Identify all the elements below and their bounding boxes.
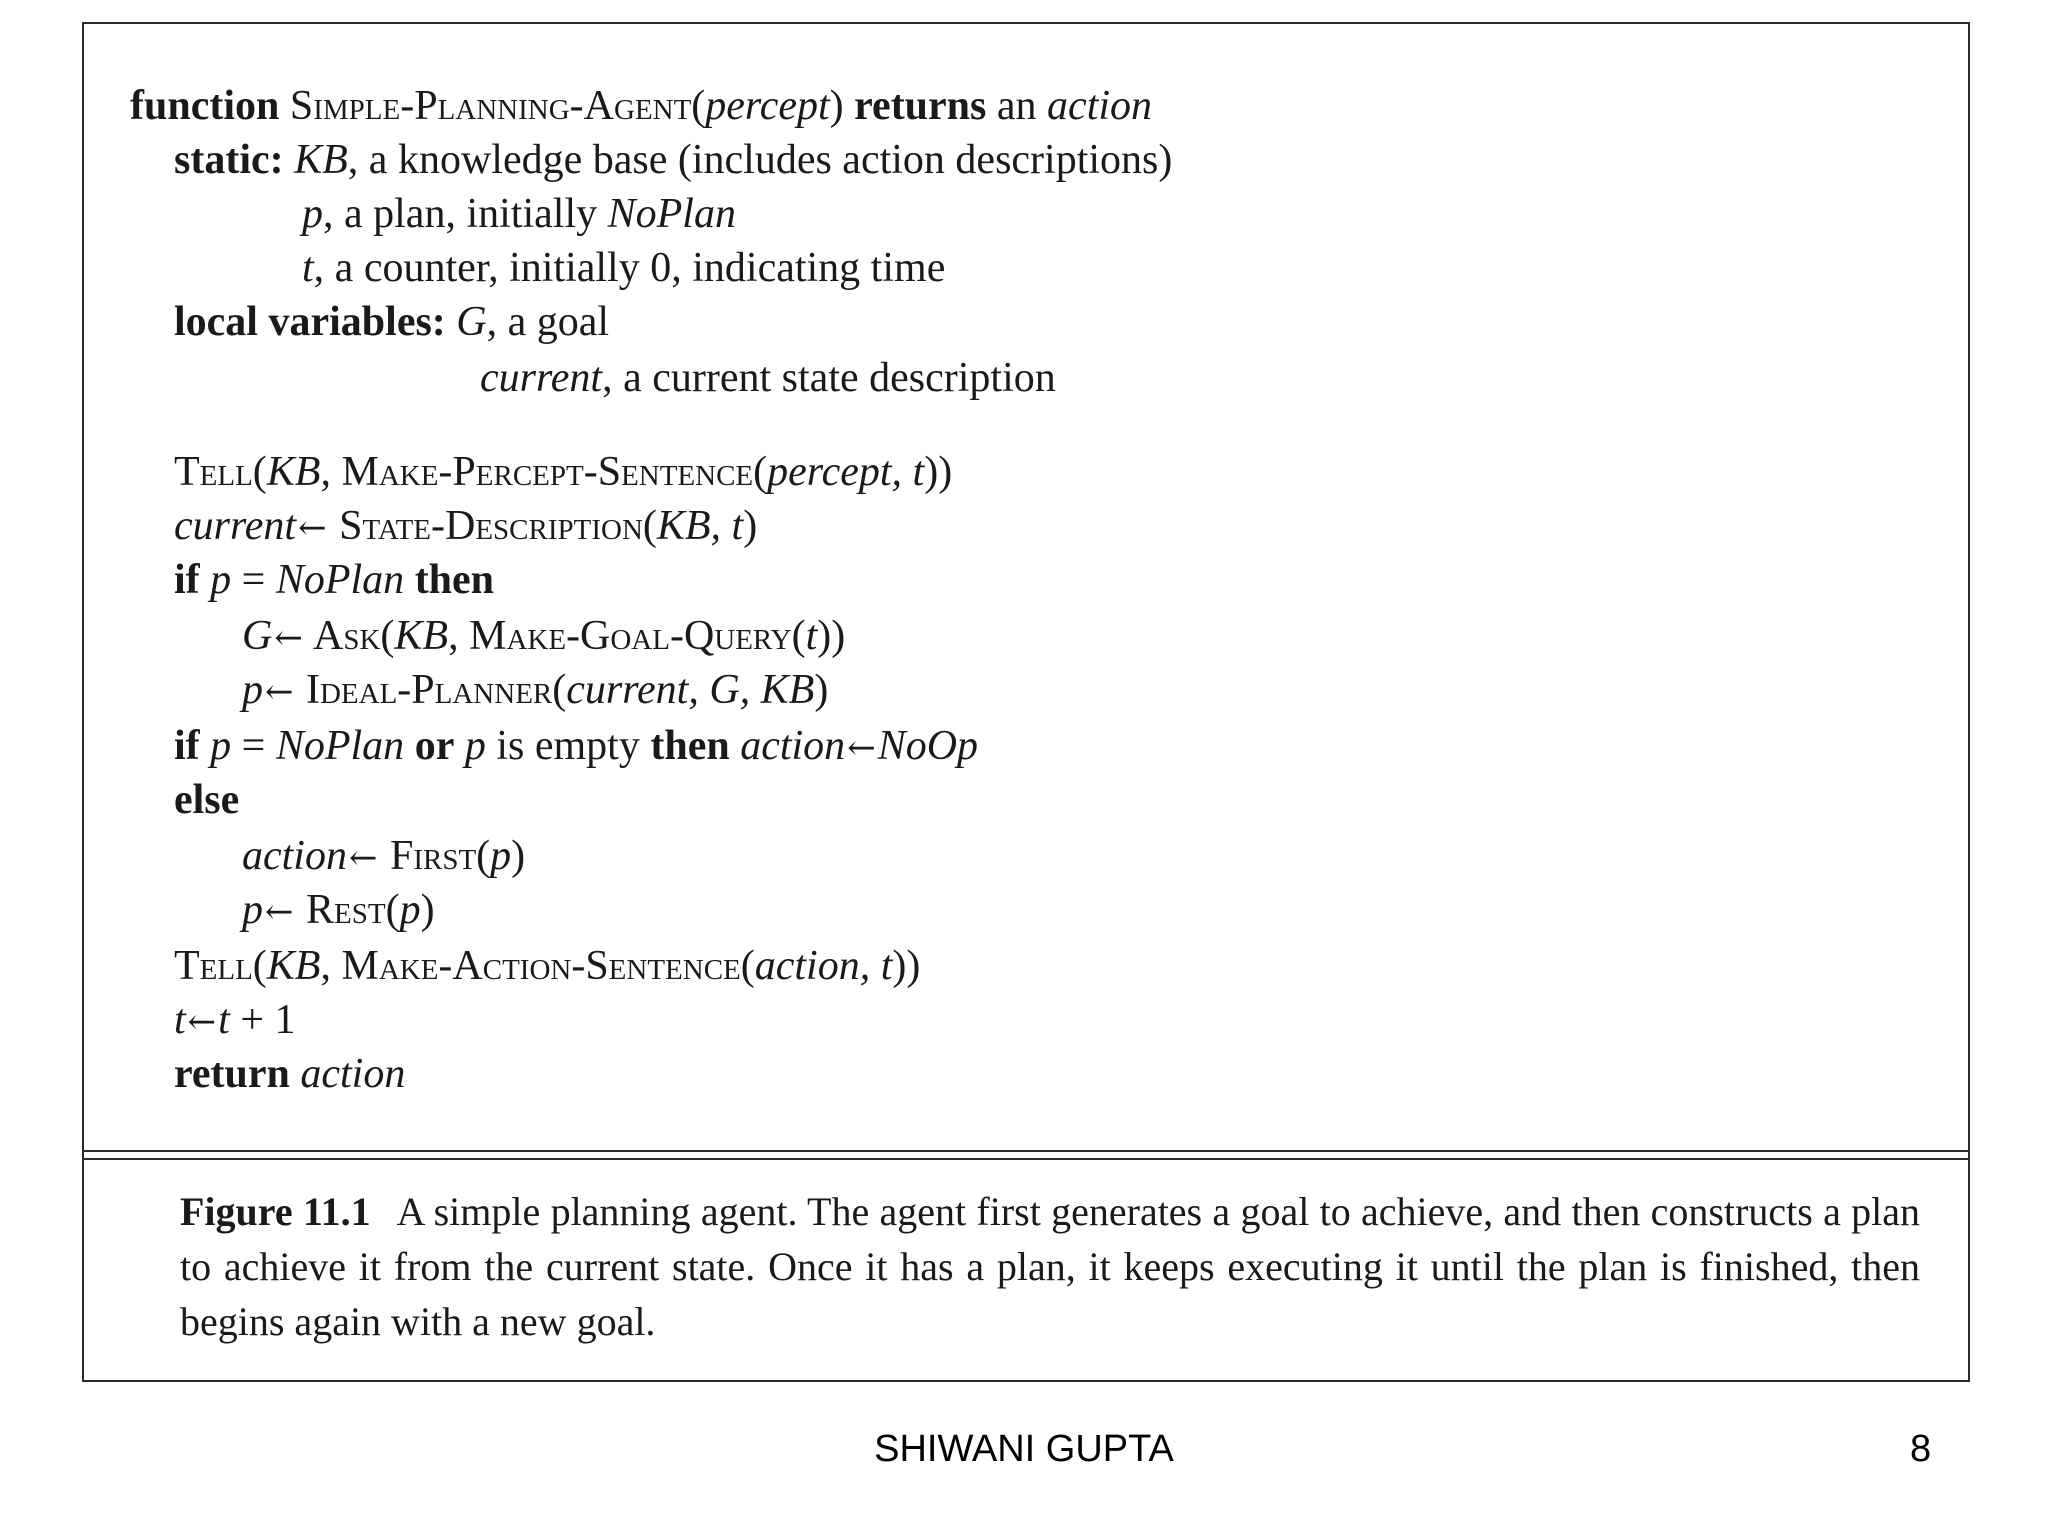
page-number: 8 [1910, 1428, 1932, 1470]
param: p [490, 833, 512, 879]
algo-line-action-first [242, 832, 525, 882]
keyword: static: [174, 137, 284, 183]
operator: = [231, 557, 276, 603]
value: NoOp [877, 723, 979, 769]
text: an [996, 83, 1037, 129]
function-name: Ideal-Planner( [295, 667, 567, 713]
punct: ) [829, 83, 844, 129]
left-arrow-icon: ← [847, 728, 876, 768]
var: current [174, 503, 297, 549]
algo-line-static-p [302, 190, 736, 238]
algo-line-increment [174, 996, 296, 1046]
var: KB [294, 137, 348, 183]
var: action [242, 833, 347, 879]
function-name: Tell( [174, 449, 267, 495]
text: , a goal [486, 299, 610, 345]
function-name: , Make-Percept-Sentence( [320, 449, 768, 495]
algorithm-block [84, 24, 1968, 1152]
param: percept [705, 83, 830, 129]
keyword: then [650, 723, 730, 769]
algo-line-function-header [130, 82, 1152, 130]
text: , a counter, initially 0, indicating time [313, 245, 946, 291]
algo-line-local-current [480, 354, 1056, 402]
var: p [242, 887, 263, 933]
function-name: State-Description( [328, 503, 657, 549]
keyword: then [414, 557, 495, 603]
value: NoPlan [275, 723, 405, 769]
caption-text: A simple planning agent. The agent first generates a goal to achieve, and then constructs a plan to achieve it from the current state. Once it has a plan, it keeps executing it until the plan is finished, then begins again with a new goal. [180, 1189, 1920, 1344]
punct: )) [817, 613, 846, 659]
punct: ) [420, 887, 435, 933]
param: percept, t [767, 449, 925, 495]
algo-line-if-empty [174, 722, 978, 772]
algo-line-tell-action [174, 942, 920, 990]
param: current, G, KB [566, 667, 815, 713]
value: NoPlan [275, 557, 405, 603]
algo-line-tell-percept [174, 448, 952, 496]
algo-line-plan-rest [242, 886, 435, 936]
algo-line-if-noplan [174, 556, 494, 604]
var: p [302, 191, 323, 237]
var: t [302, 245, 314, 291]
punct: )) [924, 449, 953, 495]
var: p [210, 723, 232, 769]
algo-line-plan-assign [242, 666, 828, 716]
text: , a current state description [602, 355, 1056, 401]
algo-line-else [174, 776, 239, 824]
left-arrow-icon: ← [274, 618, 303, 658]
keyword: local variables: [174, 299, 446, 345]
algo-line-current-assign [174, 502, 757, 552]
operator: = [231, 723, 276, 769]
var: p [210, 557, 232, 603]
left-arrow-icon: ← [298, 508, 327, 548]
function-name: Simple-Planning-Agent( [289, 83, 706, 129]
keyword: return [174, 1051, 290, 1097]
algo-line-static [174, 136, 1172, 184]
function-name: First( [379, 833, 491, 879]
var: G [456, 299, 487, 345]
keyword: if [174, 557, 200, 603]
var: KB [266, 943, 321, 989]
var: KB [266, 449, 321, 495]
figure-box [82, 22, 1970, 1382]
keyword: function [130, 83, 280, 129]
var: p [464, 723, 486, 769]
var: action [300, 1051, 406, 1097]
param: p [399, 887, 421, 933]
punct: ) [511, 833, 526, 879]
function-name: Ask( [304, 613, 395, 659]
var: action [740, 723, 846, 769]
figure-caption [180, 1184, 1920, 1349]
keyword: if [174, 723, 200, 769]
param: t [805, 613, 818, 659]
function-name: , Make-Goal-Query( [448, 613, 806, 659]
value: NoPlan [607, 191, 736, 237]
var: t [218, 997, 230, 1043]
function-name: Tell( [174, 943, 267, 989]
algo-line-goal-assign [242, 612, 845, 662]
divider-rule [84, 1158, 1968, 1160]
function-name: Rest( [295, 887, 400, 933]
keyword: or [414, 723, 455, 769]
var: action [1047, 83, 1153, 129]
text: is empty [485, 723, 651, 769]
algo-line-local-vars [174, 298, 609, 346]
left-arrow-icon: ← [187, 1002, 217, 1042]
keyword: else [174, 777, 240, 823]
function-name: , Make-Action-Sentence( [320, 943, 755, 989]
text: , a plan, initially [323, 191, 608, 237]
var: p [242, 667, 263, 713]
punct: ) [743, 503, 758, 549]
algo-line-static-t [302, 244, 945, 292]
var: G [242, 613, 273, 659]
punct: )) [892, 943, 921, 989]
text: + 1 [229, 997, 296, 1043]
left-arrow-icon: ← [348, 838, 378, 878]
figure-label: Figure 11.1 [180, 1189, 371, 1234]
divider-rule [84, 1150, 1968, 1152]
text: , a knowledge base (includes action descriptions) [347, 137, 1173, 183]
left-arrow-icon: ← [265, 892, 294, 932]
left-arrow-icon: ← [265, 672, 294, 712]
algo-line-return [174, 1050, 405, 1098]
param: action, t [754, 943, 893, 989]
footer-author: SHIWANI GUPTA [874, 1428, 1174, 1470]
keyword: returns [854, 83, 987, 129]
var: t [174, 997, 186, 1043]
param: KB, t [656, 503, 744, 549]
var: KB [394, 613, 449, 659]
var: current [480, 355, 603, 401]
punct: ) [814, 667, 829, 713]
